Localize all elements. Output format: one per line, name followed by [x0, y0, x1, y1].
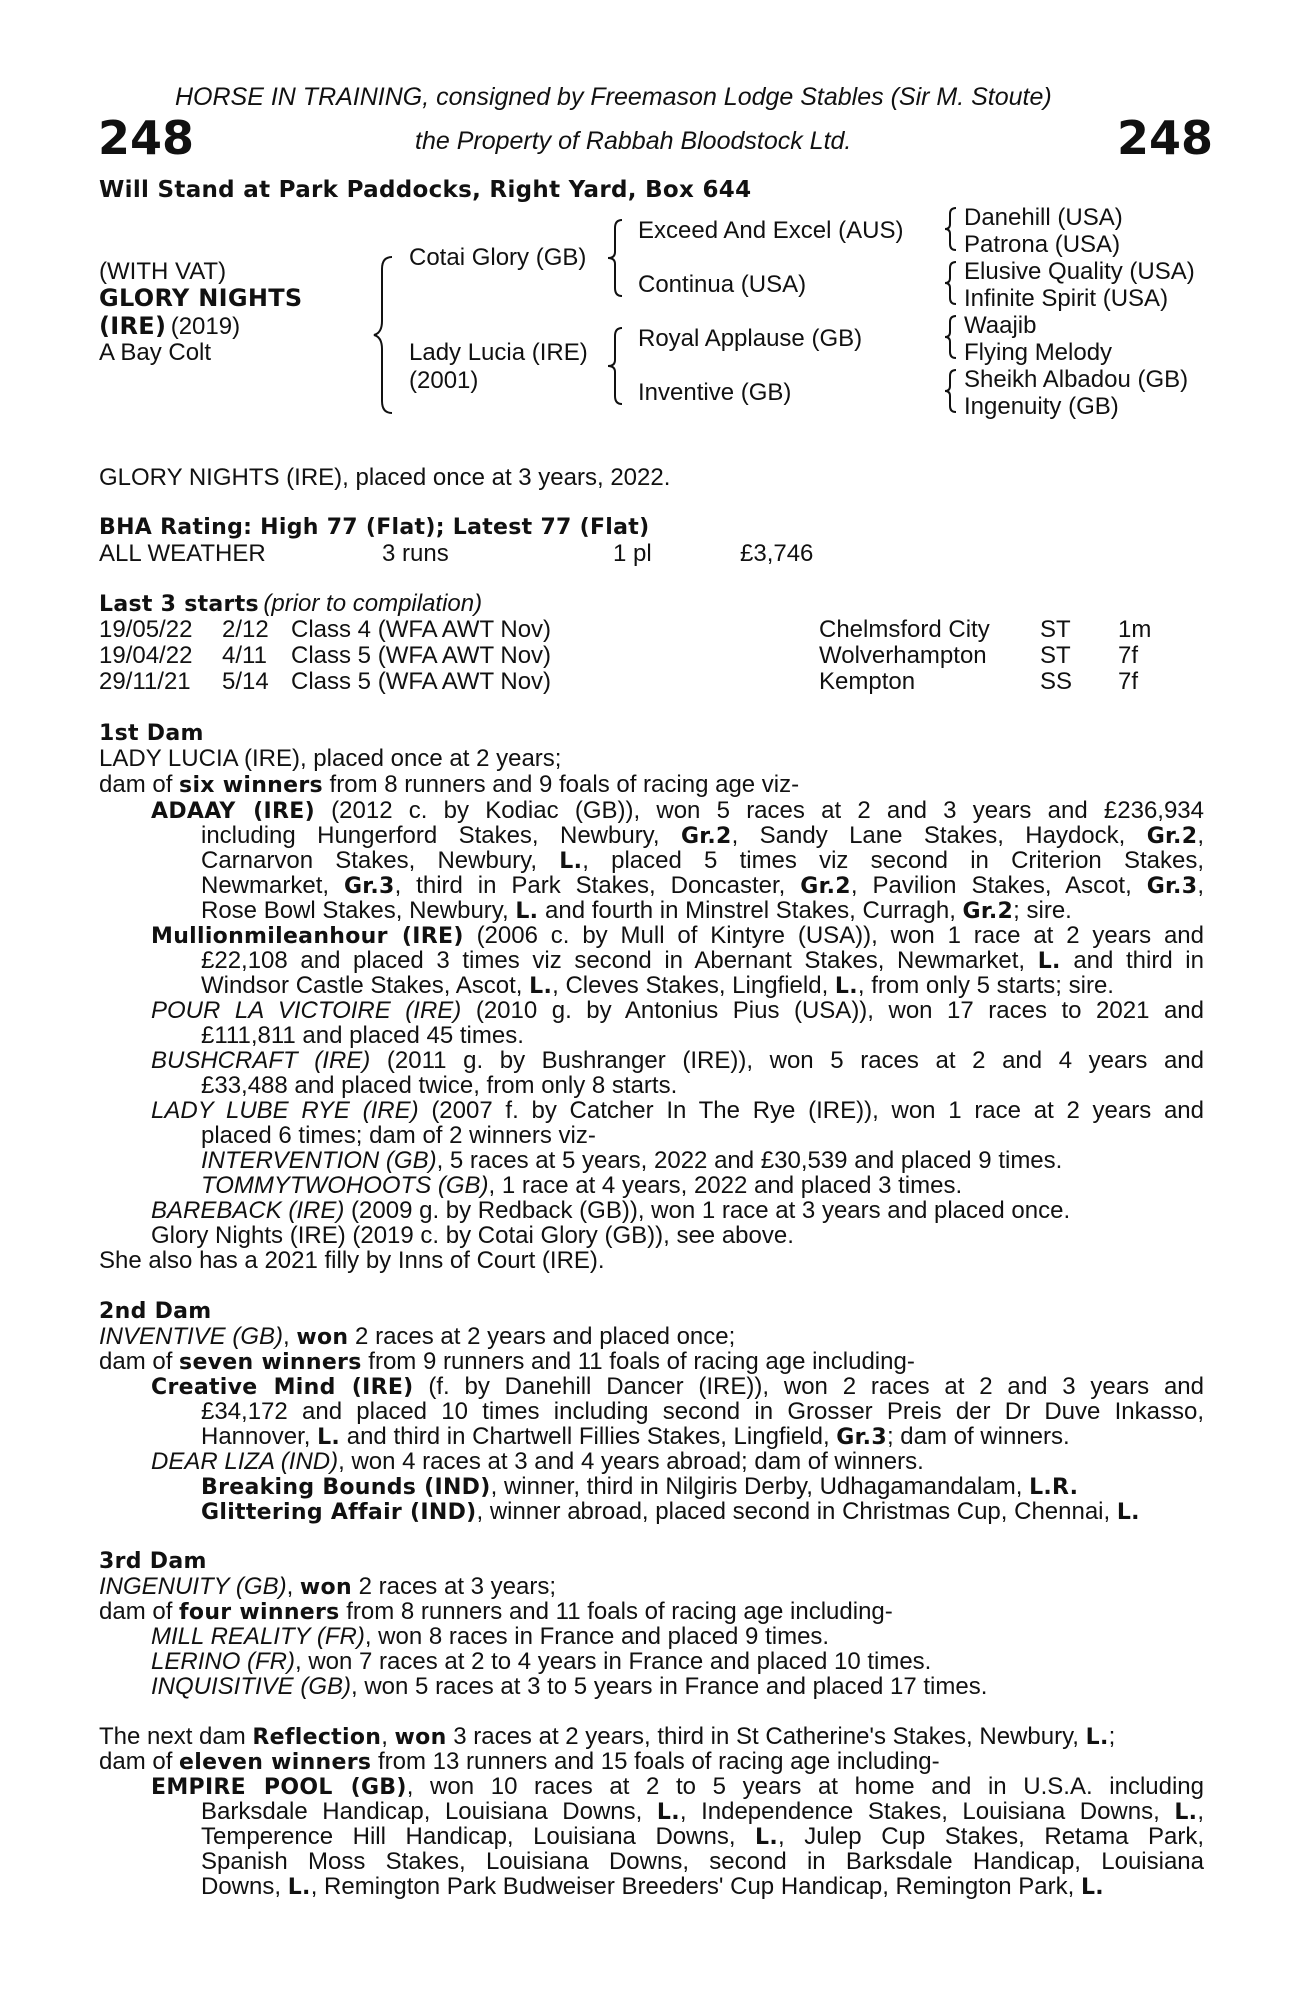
progeny-name: INTERVENTION (GB) — [201, 1147, 437, 1174]
pedigree-dam-year: (2001) — [409, 367, 479, 394]
text-fragment: , 5 races at 5 years, 2022 and £30,539 and placed 9 times. — [436, 1147, 1063, 1174]
race-grade: Gr.3 — [1146, 874, 1198, 899]
won-label: won — [394, 1725, 447, 1750]
third-dam-heading: 3rd Dam — [99, 1549, 207, 1574]
progeny-name: POUR LA VICTOIRE (IRE) — [151, 997, 462, 1024]
pedigree-g5: Waajib — [964, 312, 1037, 339]
text-fragment: from 13 runners and 15 foals of racing age including- — [371, 1748, 940, 1775]
text-fragment: , Julep Cup Stakes, Retama Park, — [778, 1823, 1204, 1850]
consignor-line: HORSE IN TRAINING, consigned by Freemason Lodge Stables (Sir M. Stoute) — [175, 83, 1052, 111]
progeny-name: TOMMYTWOHOOTS (GB) — [201, 1172, 489, 1199]
text-fragment: Carnarvon Stakes, Newbury, — [201, 847, 560, 874]
horse-country: (IRE) — [99, 312, 167, 340]
dam-name: Reflection — [252, 1725, 382, 1750]
dear-liza-line — [151, 1449, 924, 1475]
start-position: 5/14 — [222, 668, 269, 695]
race-grade: L. — [1080, 1875, 1104, 1900]
start-position: 4/11 — [222, 642, 267, 669]
inquisitive-line — [151, 1674, 987, 1700]
text-fragment: , Remington Park Budweiser Breeders' Cup Handicap, Remington Park, — [310, 1873, 1081, 1900]
winners-count: seven winners — [179, 1350, 362, 1375]
text-fragment: dam of — [99, 1598, 180, 1625]
race-grade: L. — [317, 1425, 341, 1450]
pedigree-brace-g3 — [943, 314, 959, 360]
adaay-line-5 — [201, 898, 1072, 925]
start-distance: 7f — [1118, 642, 1139, 669]
winners-count: eleven winners — [179, 1750, 372, 1775]
text-fragment: Rose Bowl Stakes, Newbury, — [201, 897, 516, 924]
start-date: 19/05/22 — [99, 616, 193, 643]
mull-line-2 — [201, 948, 1204, 975]
text-fragment: Temperence Hill Handicap, Louisiana Downs, — [201, 1823, 756, 1850]
text-fragment: and third in Chartwell Fillies Stakes, Lingfield, — [340, 1423, 837, 1450]
text-fragment: , Independence Stakes, Louisiana Downs, — [679, 1798, 1175, 1825]
text-fragment: (2010 g. by Antonius Pius (USA)), won 17 races to 2021 and — [461, 997, 1204, 1024]
text-fragment: (2012 c. by Kodiac (GB)), won 5 races at 2 and 3 years and £236,934 — [314, 797, 1204, 824]
start-distance: 1m — [1118, 616, 1152, 643]
horse-year: (2019) — [170, 313, 241, 340]
breaking-bounds-line — [201, 1474, 1078, 1501]
third-dam-progeny-summary — [99, 1599, 893, 1626]
text-fragment: including Hungerford Stakes, Newbury, — [201, 822, 681, 849]
race-grade: L. — [656, 1800, 680, 1825]
text-fragment: (2009 g. by Redback (GB)), won 1 race at 3 years and placed once. — [344, 1197, 1071, 1224]
race-grade: L. — [1037, 949, 1061, 974]
adaay-line-1 — [151, 798, 1204, 825]
dam-name: INVENTIVE (GB) — [99, 1323, 284, 1350]
winners-count: six winners — [179, 773, 323, 798]
vat-label: (WITH VAT) — [99, 258, 227, 285]
text-fragment: , won 4 races at 3 and 4 years abroad; dam of winners. — [338, 1448, 924, 1475]
text-fragment: 2 races at 2 years and placed once; — [348, 1323, 736, 1350]
text-fragment: The next dam — [99, 1723, 253, 1750]
progeny-name: Creative Mind (IRE) — [151, 1375, 414, 1400]
progeny-name: Mullionmileanhour (IRE) — [151, 924, 464, 949]
brace-g3-svg — [943, 314, 959, 360]
pedigree-brace-sire — [606, 218, 626, 298]
text-fragment: ; dam of winners. — [886, 1423, 1070, 1450]
text-fragment: dam of — [99, 771, 180, 798]
winners-count: four winners — [179, 1600, 340, 1625]
pedigree-brace-g4 — [943, 368, 959, 414]
horse-description: A Bay Colt — [99, 339, 212, 366]
rating-placed: 1 pl — [613, 540, 652, 567]
second-dam-intro: INVENTIVE (GB), won 2 races at 2 years and placed once; — [99, 1323, 736, 1350]
progeny-name: INQUISITIVE (GB) — [151, 1673, 352, 1700]
lube-line-1 — [151, 1098, 1204, 1124]
race-grade: L. — [515, 899, 539, 924]
text-fragment: from 9 runners and 11 foals of racing age including- — [361, 1348, 915, 1375]
lot-number-right: 248 — [1117, 111, 1214, 165]
pedigree-g6: Flying Melody — [964, 339, 1113, 366]
pour-line-2: £111,811 and placed 45 times. — [201, 1022, 524, 1049]
pedigree-brace-g2 — [943, 260, 959, 306]
text-fragment: , won 10 races at 2 to 5 years at home and in U.S.A. including — [406, 1773, 1205, 1800]
start-distance: 7f — [1118, 668, 1139, 695]
race-grade: Gr.2 — [1146, 824, 1198, 849]
text-fragment: , — [381, 1723, 395, 1750]
text-fragment: Barksdale Handicap, Louisiana Downs, — [201, 1798, 657, 1825]
brace-g1-svg — [943, 206, 959, 252]
text-fragment: , — [1197, 1798, 1205, 1825]
last-starts-heading — [99, 591, 482, 617]
creative-line-1 — [151, 1374, 1204, 1401]
empire-line-5 — [201, 1874, 1104, 1901]
empire-line-4: Spanish Moss Stakes, Louisiana Downs, second in Barksdale Handicap, Louisiana — [201, 1848, 1204, 1875]
tommytwohoots-line — [201, 1173, 962, 1199]
stable-location: Will Stand at Park Paddocks, Right Yard, Box 644 — [99, 177, 752, 203]
text-fragment: , — [1197, 822, 1204, 849]
text-fragment: Downs, — [201, 1873, 288, 1900]
progeny-name: MILL REALITY (FR) — [151, 1623, 365, 1650]
creative-line-2: £34,172 and placed 10 times including second in Grosser Preis der Dr Duve Inkasso, — [201, 1398, 1204, 1425]
pedigree-dam-dam: Inventive (GB) — [638, 379, 792, 406]
start-race: Class 5 (WFA AWT Nov) — [291, 642, 552, 669]
mill-reality-line — [151, 1624, 829, 1650]
text-fragment: , Cleves Stakes, Lingfield, — [552, 972, 835, 999]
creative-line-3 — [201, 1424, 1070, 1451]
start-going: SS — [1040, 668, 1073, 695]
progeny-name: BUSHCRAFT (IRE) — [151, 1047, 371, 1074]
first-dam-progeny-summary — [99, 772, 799, 799]
start-going: ST — [1040, 616, 1071, 643]
pedigree-g7: Sheikh Albadou (GB) — [964, 366, 1189, 393]
progeny-name: LERINO (FR) — [151, 1648, 295, 1675]
progeny-name: Breaking Bounds (IND) — [201, 1475, 491, 1500]
first-dam-heading: 1st Dam — [99, 721, 204, 746]
pedigree-sire: Cotai Glory (GB) — [409, 244, 587, 271]
text-fragment: (2011 g. by Bushranger (IRE)), won 5 races at 2 and 4 years and — [370, 1047, 1204, 1074]
pedigree-g2: Patrona (USA) — [964, 231, 1121, 258]
next-dam-line-1 — [99, 1724, 1115, 1751]
text-fragment: 2 races at 3 years; — [351, 1573, 557, 1600]
last-starts-title: Last 3 starts — [99, 592, 259, 617]
dam-name: INGENUITY (GB) — [99, 1573, 287, 1600]
brace-sire-svg — [606, 218, 626, 298]
text-fragment: Windsor Castle Stakes, Ascot, — [201, 972, 530, 999]
pedigree-g1: Danehill (USA) — [964, 204, 1123, 231]
brace-dam-svg — [606, 326, 626, 406]
pedigree-brace-dam — [606, 326, 626, 406]
rating-earnings: £3,746 — [740, 540, 814, 567]
text-fragment: , from only 5 starts; sire. — [857, 972, 1114, 999]
text-fragment: , won 8 races in France and placed 9 times. — [364, 1623, 830, 1650]
pedigree-g3: Elusive Quality (USA) — [964, 258, 1195, 285]
text-fragment: , Pavilion Stakes, Ascot, — [850, 872, 1147, 899]
race-grade: L. — [755, 1825, 779, 1850]
mull-line-1 — [151, 923, 1204, 950]
start-race: Class 4 (WFA AWT Nov) — [291, 616, 552, 643]
rating-surface: ALL WEATHER — [99, 540, 266, 567]
brace-main-svg — [372, 255, 396, 415]
pour-line-1 — [151, 998, 1204, 1024]
pedigree-brace-main — [372, 255, 396, 415]
text-fragment: dam of — [99, 1748, 180, 1775]
pedigree-dam-sire: Royal Applause (GB) — [638, 325, 863, 352]
progeny-name: Glittering Affair (IND) — [201, 1500, 477, 1525]
start-position: 2/12 — [222, 616, 269, 643]
horse-name: GLORY NIGHTS — [99, 284, 303, 312]
start-date: 29/11/21 — [99, 668, 191, 695]
start-course: Wolverhampton — [819, 642, 987, 669]
race-grade: Gr.3 — [836, 1425, 887, 1450]
text-fragment: from 8 runners and 9 foals of racing age viz- — [322, 771, 800, 798]
glittering-affair-line — [201, 1499, 1140, 1526]
bush-line-1 — [151, 1048, 1204, 1074]
filly-note: She also has a 2021 filly by Inns of Court (IRE). — [99, 1247, 605, 1274]
text-fragment: 3 races at 2 years, third in St Catherine's Stakes, Newbury, — [446, 1723, 1086, 1750]
race-grade: L. — [1116, 1500, 1140, 1525]
empire-line-1 — [151, 1774, 1204, 1801]
start-going: ST — [1040, 642, 1071, 669]
text-fragment: dam of — [99, 1348, 180, 1375]
bareback-line — [151, 1198, 1070, 1224]
start-course: Kempton — [819, 668, 916, 695]
won-label: won — [299, 1575, 352, 1600]
progeny-name: DEAR LIZA (IND) — [151, 1448, 339, 1475]
text-fragment: , won 7 races at 2 to 4 years in France and placed 10 times. — [295, 1648, 932, 1675]
text-fragment: , — [1197, 872, 1204, 899]
race-grade: Gr.3 — [343, 874, 395, 899]
third-dam-intro: INGENUITY (GB), won 2 races at 3 years; — [99, 1573, 557, 1600]
race-grade: L. — [529, 974, 553, 999]
start-course: Chelmsford City — [819, 616, 990, 643]
brace-g4-svg — [943, 368, 959, 414]
start-date: 19/04/22 — [99, 642, 193, 669]
race-summary: GLORY NIGHTS (IRE), placed once at 3 years, 2022. — [99, 464, 671, 491]
text-fragment: (2006 c. by Mull of Kintyre (USA)), won 1 race at 2 years and — [463, 922, 1204, 949]
progeny-name: LADY LUBE RYE (IRE) — [151, 1097, 419, 1124]
race-grade: L. — [1174, 1800, 1198, 1825]
text-fragment: , won 5 races at 3 to 5 years in France and placed 17 times. — [351, 1673, 988, 1700]
won-label: won — [296, 1325, 349, 1350]
first-dam-intro: LADY LUCIA (IRE), placed once at 2 years; — [99, 745, 562, 772]
lot-number-left: 248 — [98, 111, 195, 165]
text-fragment: , 1 race at 4 years, 2022 and placed 3 times. — [488, 1172, 963, 1199]
pedigree-sire-dam: Continua (USA) — [638, 271, 807, 298]
adaay-line-4 — [201, 873, 1204, 900]
race-grade: L. — [1085, 1725, 1109, 1750]
text-fragment: ; — [1108, 1723, 1116, 1750]
pedigree-sire-sire: Exceed And Excel (AUS) — [638, 217, 904, 244]
text-fragment: , third in Park Stakes, Doncaster, — [394, 872, 801, 899]
race-grade: L. — [287, 1875, 311, 1900]
empire-line-2 — [201, 1799, 1204, 1826]
text-fragment: , winner abroad, placed second in Christmas Cup, Chennai, — [476, 1498, 1117, 1525]
property-line: the Property of Rabbah Bloodstock Ltd. — [415, 127, 852, 155]
progeny-name: EMPIRE POOL (GB) — [151, 1775, 407, 1800]
intervention-line — [201, 1148, 1062, 1174]
bha-rating: BHA Rating: High 77 (Flat); Latest 77 (Flat) — [99, 515, 650, 540]
adaay-line-2 — [201, 823, 1204, 850]
text-fragment: ; sire. — [1013, 897, 1072, 924]
pedigree-dam: Lady Lucia (IRE) — [409, 339, 588, 366]
start-race: Class 5 (WFA AWT Nov) — [291, 668, 552, 695]
race-grade: Gr.2 — [962, 899, 1014, 924]
bush-line-2: £33,488 and placed twice, from only 8 starts. — [201, 1072, 678, 1099]
race-grade: Gr.2 — [800, 874, 851, 899]
second-dam-progeny-summary — [99, 1349, 915, 1376]
text-fragment: from 8 runners and 11 foals of racing age including- — [339, 1598, 893, 1625]
pedigree-brace-g1 — [943, 206, 959, 252]
rating-runs: 3 runs — [382, 540, 449, 567]
text-fragment: and fourth in Minstrel Stakes, Curragh, — [538, 897, 963, 924]
text-fragment: (2007 f. by Catcher In The Rye (IRE)), won 1 race at 2 years and — [418, 1097, 1204, 1124]
race-grade: L. — [559, 849, 583, 874]
text-fragment: and third in — [1060, 947, 1204, 974]
text-fragment: , placed 5 times viz second in Criterion Stakes, — [582, 847, 1204, 874]
lerino-line — [151, 1649, 931, 1675]
glory-nights-line: Glory Nights (IRE) (2019 c. by Cotai Glory (GB)), see above. — [151, 1222, 794, 1249]
brace-g2-svg — [943, 260, 959, 306]
lube-line-2: placed 6 times; dam of 2 winners viz- — [201, 1122, 596, 1149]
progeny-name: ADAAY (IRE) — [151, 799, 315, 824]
text-fragment: , Sandy Lane Stakes, Haydock, — [731, 822, 1147, 849]
progeny-name: BAREBACK (IRE) — [151, 1197, 345, 1224]
text-fragment: , winner, third in Nilgiris Derby, Udhagamandalam, — [490, 1473, 1030, 1500]
text-fragment: (f. by Danehill Dancer (IRE)), won 2 races at 2 and 3 years and — [413, 1373, 1204, 1400]
second-dam-heading: 2nd Dam — [99, 1299, 212, 1324]
race-grade: L.R. — [1029, 1475, 1079, 1500]
last-starts-note: (prior to compilation) — [263, 590, 483, 617]
text-fragment: Newmarket, — [201, 872, 344, 899]
pedigree-g8: Ingenuity (GB) — [964, 393, 1119, 420]
text-fragment: £22,108 and placed 3 times viz second in Abernant Stakes, Newmarket, — [201, 947, 1038, 974]
empire-line-3 — [201, 1824, 1204, 1851]
race-grade: Gr.2 — [680, 824, 732, 849]
mull-line-3 — [201, 973, 1114, 1000]
next-dam-line-2 — [99, 1749, 940, 1776]
text-fragment: Hannover, — [201, 1423, 318, 1450]
race-grade: L. — [834, 974, 858, 999]
adaay-line-3 — [201, 848, 1204, 875]
horse-name-suffix — [99, 312, 240, 340]
pedigree-g4: Infinite Spirit (USA) — [964, 285, 1169, 312]
